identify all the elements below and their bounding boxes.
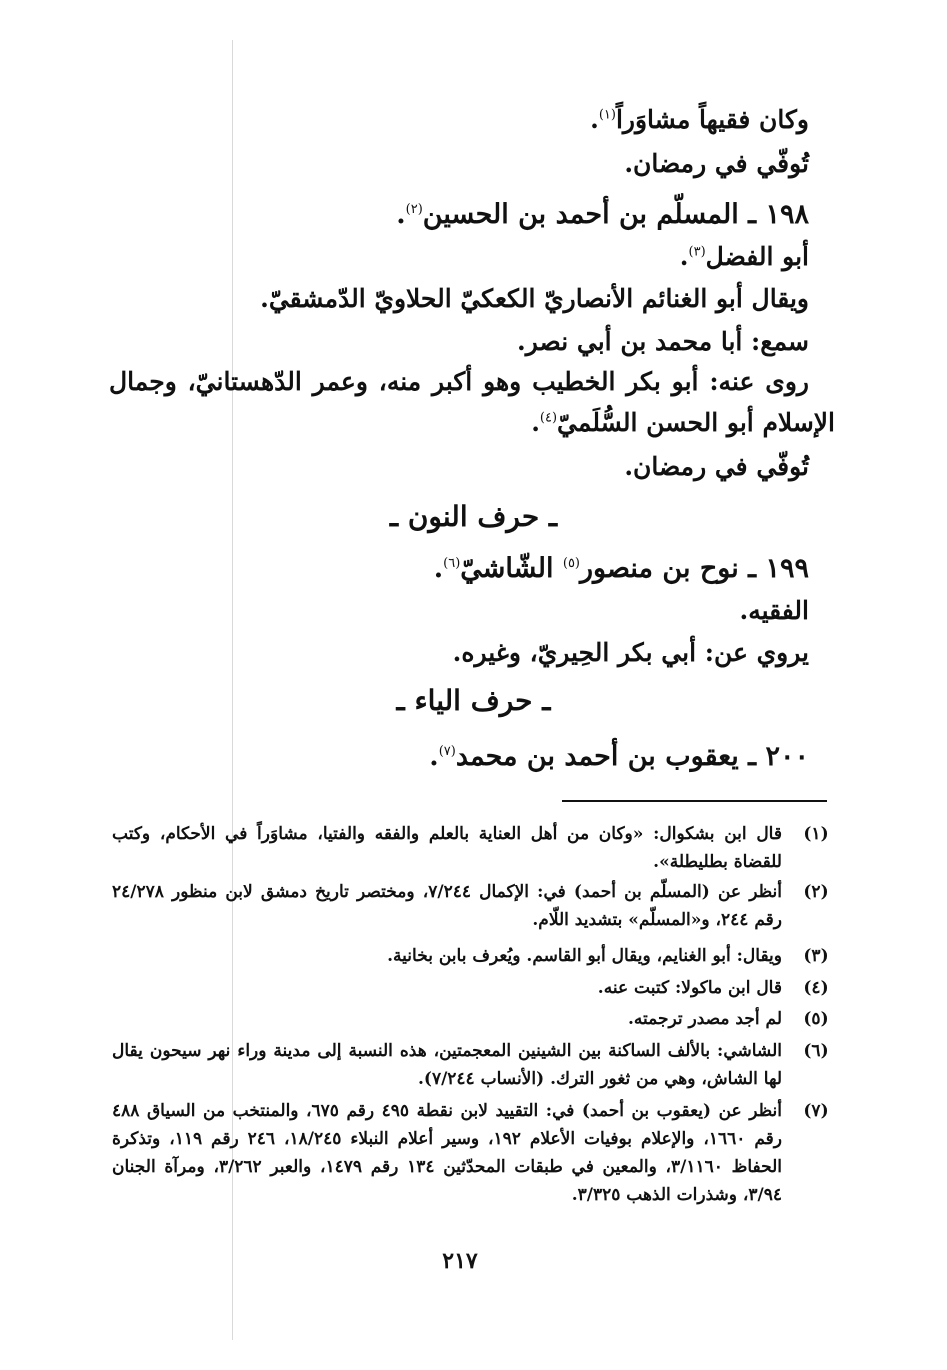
footnote-text: قال ابن بشكوال: «وكان من أهل العناية بالعلم والفقه والفتيا، مشاوَراً في الأحكام، وكتب للقضاة بطليطلة».: [112, 824, 782, 872]
footnote-ref: (٢): [405, 202, 423, 217]
entry-198-narrators-cont: الإسلام أبو الحسن السُّلَميّ$^{(٤)}$.: [531, 408, 835, 437]
entry-199-title: ١٩٩ ـ نوح بن منصور$^{(٥)}$ الشّاشيّ$^{(٦)}$.: [433, 553, 809, 584]
footnote-number: (٦): [803, 1041, 829, 1061]
footnote-text: أنظر عن (يعقوب بن أحمد) في: التقييد لابن نقطة ٤٩٥ رقم ٦٧٥، والمنتخب من السياق ٤٨٨ رقم ١٦٦٠، والإعلام بوفيات الأعلام ١٩٢، وسير أعلام النبلاء ١٨/٢٤٥، ٢٤٦ رقم ١١٩، وتذكرة الحفاظ ٣/١١٦٠، والمعين في طبقات المحدّثين ١٣٤ رقم ١٤٧٩، والعبر ٣/٢٦٢، ومرآة الجنان ٣/٩٤، وشذرات الذهب ٣/٣٢٥.: [112, 1101, 782, 1205]
footnote-6: [112, 1037, 837, 1093]
footnote-text: قال ابن ماكولا: كتبت عنه.: [597, 978, 782, 998]
page-number: ٢١٧: [442, 1248, 478, 1274]
chapter-heading-nun: ـ حرف النون ـ: [389, 500, 558, 533]
entry-198-narrators: روى عنه: أبو بكر الخطيب وهو أكبر منه، وعمر الدّهستانيّ، وجمال: [109, 367, 809, 396]
text-line-death: تُوفّي في رمضان.: [624, 149, 809, 178]
footnote-number: (٥): [803, 1009, 829, 1029]
footnote-number: (٧): [803, 1101, 829, 1121]
footnote-text: أنظر عن (المسلّم بن أحمد) في: الإكمال ٧/٢٤٤، ومختصر تاريخ دمشق لابن منظور ٢٤/٢٧٨ رقم ٢٤٤، و«المسلّم» بتشديد اللّام.: [112, 882, 782, 930]
entry-198-heard: سمع: أبا محمد بن أبي نصر.: [517, 327, 809, 356]
footnote-7: [112, 1097, 837, 1215]
entry-198-kunya: أبو الفضل$^{(٣)}$.: [679, 242, 809, 271]
footnote-number: (٣): [803, 946, 829, 966]
entry-198-title: ١٩٨ ـ المسلّم بن أحمد بن الحسين$^{(٢)}$.: [396, 199, 809, 230]
footnote-ref: (٥): [562, 556, 580, 571]
footnote-3: [112, 942, 837, 970]
chapter-heading-ya: ـ حرف الياء ـ: [396, 684, 551, 717]
footnote-separator: [562, 800, 827, 802]
footnote-ref: (١): [598, 107, 616, 123]
footnote-5: [112, 1005, 837, 1033]
footnote-ref: (٧): [438, 744, 456, 759]
footnote-text: لم أجد مصدر ترجمته.: [628, 1009, 782, 1029]
footnote-ref: (٤): [539, 410, 558, 426]
footnote-text: ويقال: أبو الغنايم، ويقال أبو القاسم. ويُعرف بابن بخانية.: [387, 946, 782, 966]
footnote-ref: (٣): [688, 244, 706, 260]
footnote-text: الشاشي: بالألف الساكنة بين الشينين المعجمتين، هذه النسبة إلى مدينة وراء نهر سيحون يقال لها الشاش، وهي من ثغور الترك. (الأنساب ٧/٢٤٤).: [112, 1041, 782, 1089]
footnote-4: [112, 974, 837, 1002]
footnote-1: [112, 820, 837, 876]
text-line-faqih: وكان فقيهاً مشاوَراً$^{(١)}$.: [590, 105, 809, 134]
entry-200-title: ٢٠٠ ـ يعقوب بن أحمد بن محمد$^{(٧)}$.: [429, 741, 809, 772]
footnote-number: (٢): [803, 882, 829, 902]
footnote-ref: (٦): [443, 556, 461, 571]
footnote-2: [112, 878, 837, 934]
footnote-number: (١): [803, 824, 829, 844]
entry-199-desc: الفقيه.: [739, 596, 809, 625]
entry-199-narr: يروي عن: أبي بكر الحِيريّ، وغيره.: [452, 638, 809, 667]
entry-198-death: تُوفّي في رمضان.: [624, 452, 809, 481]
footnote-number: (٤): [803, 978, 829, 998]
entry-198-alt-name: ويقال أبو الغنائم الأنصاريّ الكعكيّ الحلاويّ الدّمشقيّ.: [260, 284, 809, 313]
